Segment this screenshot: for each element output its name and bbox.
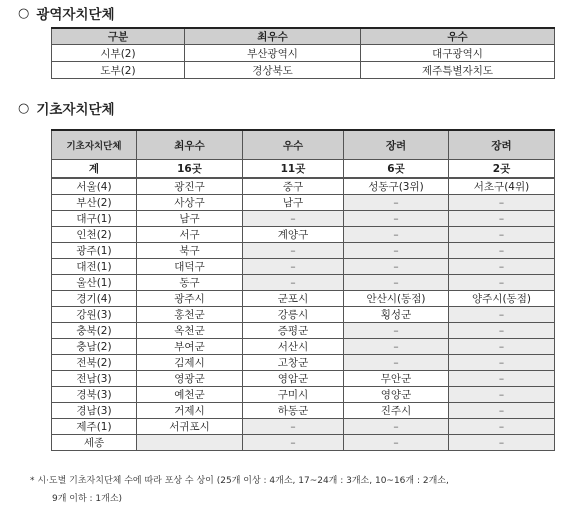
table-cell: 계양구 bbox=[243, 227, 344, 243]
table-cell: 경남(3) bbox=[52, 403, 137, 419]
table-row bbox=[52, 419, 555, 435]
table-cell: 광주(1) bbox=[52, 243, 137, 259]
table-row bbox=[52, 45, 555, 62]
table-cell: 경기(4) bbox=[52, 291, 137, 307]
table-cell: – bbox=[344, 323, 449, 339]
table-cell: – bbox=[449, 339, 555, 355]
table-cell: 시부(2) bbox=[52, 45, 185, 62]
table-cell: 동구 bbox=[137, 275, 243, 291]
table-cell: – bbox=[243, 435, 344, 451]
table-cell: – bbox=[344, 227, 449, 243]
table-cell: 2곳 bbox=[449, 160, 555, 179]
table-cell: 예천군 bbox=[137, 387, 243, 403]
circle-bullet-icon: ○ bbox=[18, 5, 30, 21]
table-cell: 충남(2) bbox=[52, 339, 137, 355]
col-header: 구분 bbox=[52, 28, 185, 45]
table-cell: – bbox=[449, 403, 555, 419]
table-cell: – bbox=[344, 195, 449, 211]
metro-gov-table bbox=[51, 27, 555, 79]
table-row bbox=[52, 211, 555, 227]
col-header: 우수 bbox=[361, 28, 555, 45]
table-cell: 군포시 bbox=[243, 291, 344, 307]
table-cell: – bbox=[344, 419, 449, 435]
footnote bbox=[30, 472, 570, 508]
table-cell: 양주시(동점) bbox=[449, 291, 555, 307]
table-cell: – bbox=[449, 275, 555, 291]
table-cell: – bbox=[344, 211, 449, 227]
table-cell: – bbox=[344, 243, 449, 259]
table-cell: – bbox=[344, 275, 449, 291]
section1-title: 광역자치단체 bbox=[36, 7, 115, 23]
table-cell: 제주(1) bbox=[52, 419, 137, 435]
table-row bbox=[52, 339, 555, 355]
table-cell: – bbox=[449, 259, 555, 275]
table-row bbox=[52, 307, 555, 323]
table-cell: 광주시 bbox=[137, 291, 243, 307]
table-cell: 대전(1) bbox=[52, 259, 137, 275]
table-cell: – bbox=[243, 259, 344, 275]
table-cell: – bbox=[449, 371, 555, 387]
table-cell: 충북(2) bbox=[52, 323, 137, 339]
table-cell: – bbox=[449, 355, 555, 371]
local-gov-table bbox=[51, 129, 555, 451]
table-cell: 성동구(3위) bbox=[344, 178, 449, 195]
table-cell: 홍천군 bbox=[137, 307, 243, 323]
table-cell: 부여군 bbox=[137, 339, 243, 355]
table-cell: 횡성군 bbox=[344, 307, 449, 323]
table-cell: 영광군 bbox=[137, 371, 243, 387]
table-row bbox=[52, 323, 555, 339]
table-row bbox=[52, 403, 555, 419]
table-cell: 계 bbox=[52, 160, 137, 179]
table-cell: 옥천군 bbox=[137, 323, 243, 339]
col-header: 장려 bbox=[344, 130, 449, 160]
table-row bbox=[52, 355, 555, 371]
table-cell: 부산광역시 bbox=[185, 45, 361, 62]
table-cell: 전남(3) bbox=[52, 371, 137, 387]
col-header: 장려 bbox=[449, 130, 555, 160]
table-cell: 안산시(동점) bbox=[344, 291, 449, 307]
table-cell: – bbox=[243, 211, 344, 227]
table-cell: 인천(2) bbox=[52, 227, 137, 243]
table-cell: 부산(2) bbox=[52, 195, 137, 211]
table-cell: 대구광역시 bbox=[361, 45, 555, 62]
table-row bbox=[52, 243, 555, 259]
table-cell: 무안군 bbox=[344, 371, 449, 387]
table-cell: 전북(2) bbox=[52, 355, 137, 371]
table-row bbox=[52, 291, 555, 307]
table-cell: 남구 bbox=[137, 211, 243, 227]
table-cell: – bbox=[344, 259, 449, 275]
table-cell: 남구 bbox=[243, 195, 344, 211]
table-row bbox=[52, 435, 555, 451]
col-header: 최우수 bbox=[137, 130, 243, 160]
table-cell: 영양군 bbox=[344, 387, 449, 403]
table-cell: 진주시 bbox=[344, 403, 449, 419]
table-cell: – bbox=[344, 339, 449, 355]
table-cell: 증평군 bbox=[243, 323, 344, 339]
table-cell: – bbox=[449, 195, 555, 211]
table-cell: 세종 bbox=[52, 435, 137, 451]
table-row bbox=[52, 227, 555, 243]
table-cell: 강원(3) bbox=[52, 307, 137, 323]
section2-title: 기초자치단체 bbox=[36, 102, 115, 118]
footnote-line: 9개 이하 : 1개소) bbox=[52, 494, 123, 504]
table-cell: 대구(1) bbox=[52, 211, 137, 227]
table-cell: – bbox=[449, 243, 555, 259]
table-cell: – bbox=[449, 307, 555, 323]
total-row bbox=[52, 160, 555, 179]
table-cell: 하동군 bbox=[243, 403, 344, 419]
col-header: 우수 bbox=[243, 130, 344, 160]
table-cell: – bbox=[344, 435, 449, 451]
table-row bbox=[52, 275, 555, 291]
table-cell: 6곳 bbox=[344, 160, 449, 179]
table-cell: 북구 bbox=[137, 243, 243, 259]
col-header: 최우수 bbox=[185, 28, 361, 45]
table-row bbox=[52, 371, 555, 387]
table-cell: 경상북도 bbox=[185, 62, 361, 79]
table-row bbox=[52, 195, 555, 211]
table-cell: – bbox=[243, 275, 344, 291]
footnote-line: * 시·도별 기초자치단체 수에 따라 포상 수 상이 (25개 이상 : 4개소, 17~24개 : 3개소, 10~16개 : 2개소, bbox=[30, 476, 449, 486]
table-cell: 16곳 bbox=[137, 160, 243, 179]
table-cell: – bbox=[449, 211, 555, 227]
section1-heading bbox=[18, 3, 115, 23]
table-cell: – bbox=[449, 419, 555, 435]
col-header: 기초자치단체 bbox=[52, 130, 137, 160]
table-cell: 광진구 bbox=[137, 178, 243, 195]
table-cell: 서울(4) bbox=[52, 178, 137, 195]
table-cell: 서귀포시 bbox=[137, 419, 243, 435]
table-cell bbox=[137, 435, 243, 451]
table-cell: 도부(2) bbox=[52, 62, 185, 79]
table-cell: 거제시 bbox=[137, 403, 243, 419]
table-cell: – bbox=[243, 243, 344, 259]
table-row bbox=[52, 178, 555, 195]
table-row bbox=[52, 259, 555, 275]
table-cell: 서산시 bbox=[243, 339, 344, 355]
table-cell: – bbox=[449, 387, 555, 403]
table-cell: 구미시 bbox=[243, 387, 344, 403]
table-cell: 중구 bbox=[243, 178, 344, 195]
table-cell: 서구 bbox=[137, 227, 243, 243]
table-cell: – bbox=[449, 323, 555, 339]
table-cell: 고창군 bbox=[243, 355, 344, 371]
table-cell: 경북(3) bbox=[52, 387, 137, 403]
circle-bullet-icon: ○ bbox=[18, 100, 30, 116]
table-row bbox=[52, 62, 555, 79]
section2-heading bbox=[18, 98, 115, 118]
table-cell: 제주특별자치도 bbox=[361, 62, 555, 79]
table-cell: – bbox=[449, 227, 555, 243]
table-cell: 서초구(4위) bbox=[449, 178, 555, 195]
table-cell: – bbox=[344, 355, 449, 371]
table-cell: 울산(1) bbox=[52, 275, 137, 291]
table-cell: 김제시 bbox=[137, 355, 243, 371]
table-cell: – bbox=[243, 419, 344, 435]
table-cell: – bbox=[449, 435, 555, 451]
table-row bbox=[52, 387, 555, 403]
table-cell: 대덕구 bbox=[137, 259, 243, 275]
table-cell: 영암군 bbox=[243, 371, 344, 387]
table-cell: 11곳 bbox=[243, 160, 344, 179]
table-cell: 강릉시 bbox=[243, 307, 344, 323]
table-cell: 사상구 bbox=[137, 195, 243, 211]
